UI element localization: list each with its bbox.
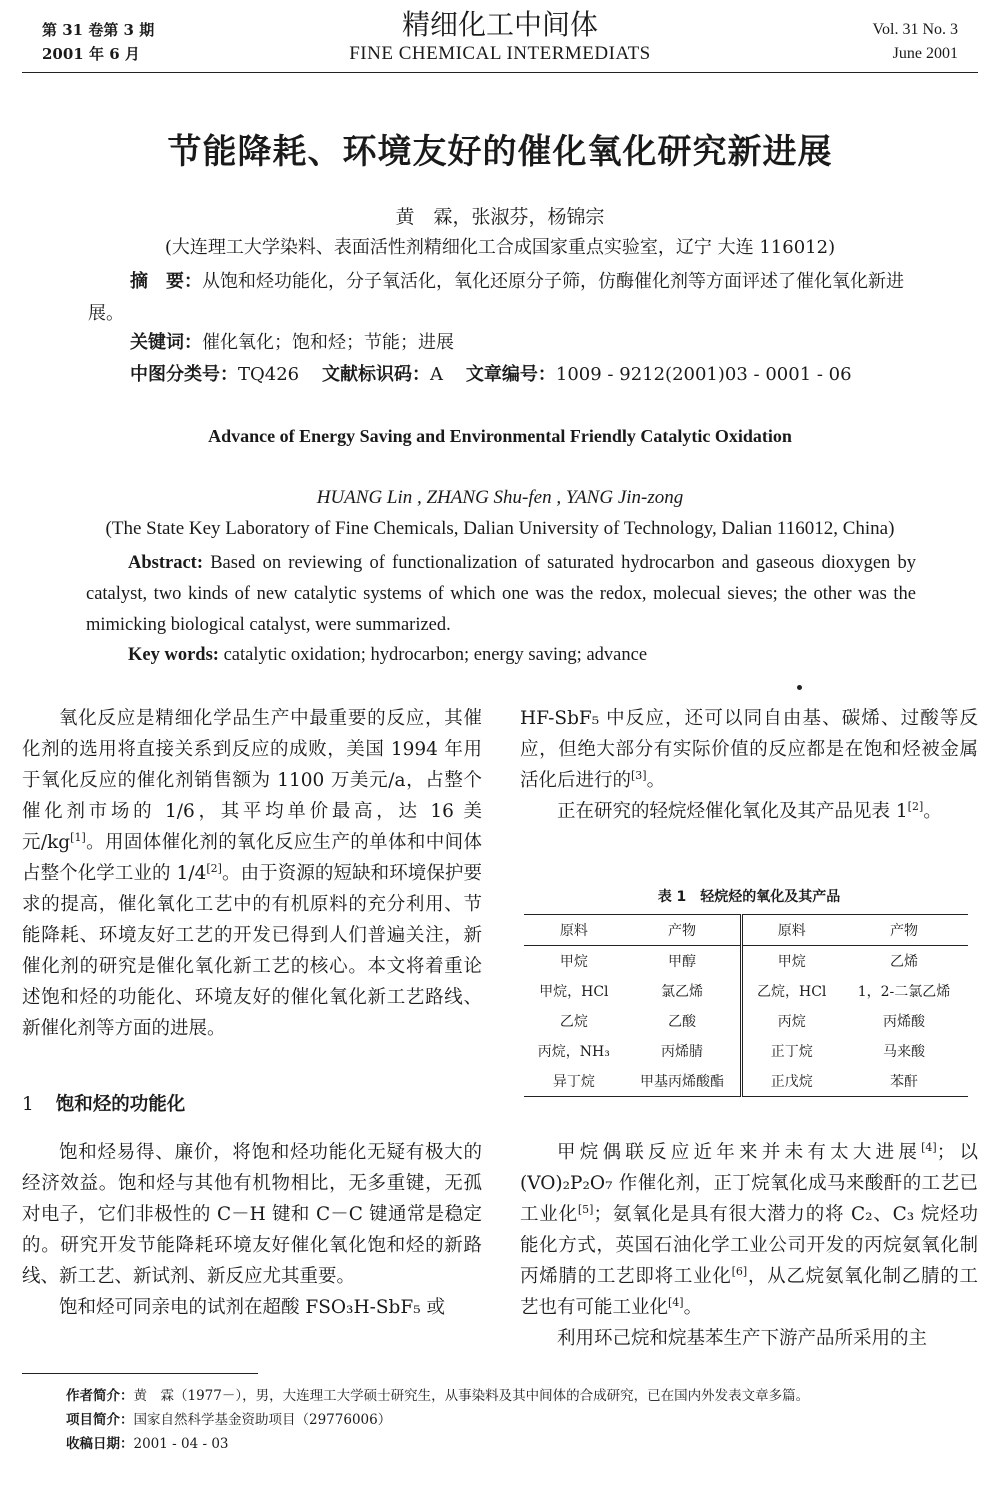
english-authors: HUANG Lin , ZHANG Shu-fen , YANG Jin-zong [316, 487, 684, 508]
citation-6[interactable]: [6] [731, 1264, 748, 1278]
intro-paragraph: 氧化反应是精细化学品生产中最重要的反应，其催化剂的选用将直接关系到反应的成败，美国 1994 年用于氧化反应的催化剂销售额为 1100 万美元/a，占整个催化剂市场的 1/6，其平均单价最高，达 16 美元/kg[1]。用固体催化剂的氧化反应生产的单体和中间体占整个化学工业的 1/4[2]。由于资源的短缺和环境保护要求的提高，催化氧化工艺中的有机原料的充分利用、节能降耗、环境友好工艺的开发已得到人们普遍关注，新催化剂的研究是催化氧化新工艺的核心。本文将着重论述饱和烃的功能化、环境友好的催化氧化新工艺路线、新催化剂等方面的进展。 [22, 708, 482, 1039]
table-row [524, 1036, 968, 1066]
english-abstract [86, 548, 916, 641]
paper-affiliation: (大连理工大学染料、表面活性剂精细化工合成国家重点实验室，辽宁 大连 116012) [164, 237, 836, 258]
english-abstract-text: Based on reviewing of functionalization of saturated hydrocarbon and gaseous dioxygen by catalyst, two kinds of new catalytic systems of which one was the redox, molecual sieves; the other was the mimicking biological catalyst, were summarized. [86, 553, 916, 635]
header-volume-issue-en: Vol. 31 No. 3 [872, 21, 958, 38]
table-cell: 丙烷 [777, 1014, 806, 1030]
table-cell: 苯酐 [840, 1066, 968, 1097]
citation-2[interactable]: [2] [206, 861, 222, 875]
table-1-title: 表 1 轻烷烃的氧化及其产品 [657, 889, 841, 905]
table-header-row [524, 915, 968, 946]
footnote-project: 项目简介：国家自然科学基金资助项目（29776006） [66, 1412, 392, 1428]
doc-code-value: A [430, 364, 444, 385]
body-right-top [520, 703, 978, 827]
header-volume-en [873, 18, 959, 66]
section1-paragraph-1: 饱和烃易得、廉价，将饱和烃功能化无疑有极大的经济效益。饱和烃与其他有机物相比，无多重键，无孤对电子，它们非极性的 C－H 键和 C－C 键通常是稳定的。研究开发节能降耗环境友好催化氧化饱和烃的新路线、新工艺、新试剂、新反应尤其重要。 [22, 1142, 482, 1287]
section-number: 1 [22, 1094, 34, 1115]
english-affiliation: (The State Key Laboratory of Fine Chemicals, Dalian University of Technology, Dalian 116012, China) [105, 518, 895, 539]
english-abstract-label: Abstract: [128, 553, 204, 573]
body-left-section1 [22, 1137, 482, 1323]
right-paragraph-2: 正在研究的轻烷烃催化氧化及其产品见表 1[2]。 [557, 799, 942, 822]
clc-label: 中图分类号： [130, 364, 238, 385]
section1-paragraph-2: 饱和烃可同亲电的试剂在超酸 FSO₃H-SbF₅ 或 [59, 1297, 446, 1318]
header-date-en: June 2001 [892, 45, 958, 62]
table-cell: 丙烷，NH₃ [537, 1044, 610, 1060]
table-row [524, 946, 968, 977]
table-cell: 正戊烷 [742, 1066, 840, 1097]
doc-code-label: 文献标识码： [322, 364, 431, 385]
english-title: Advance of Energy Saving and Environmental Friendly Catalytic Oxidation [208, 426, 792, 446]
citation-3[interactable]: [3] [631, 768, 647, 782]
header-volume-issue: 第 31 卷第 3 期 [42, 21, 155, 39]
section-heading-1 [22, 1090, 185, 1120]
right-paragraph-3: 甲烷偶联反应近年来并未有太大进展[4]；以 (VO)₂P₂O₇ 作催化剂，正丁烷氧化成马来酸酐的工艺已工业化[5]；氨氧化是具有很大潜力的将 C₂、C₃ 烷烃功能化方式，英国石油化学工业公司开发的丙烷氨氧化制丙烯腈的工艺即将工业化[6]，从乙烷氨氧化制乙腈的工艺也有可能工业化[4]。 [520, 1140, 978, 1318]
footnotes [66, 1384, 809, 1456]
table-cell: 1，2-二氯乙烯 [857, 984, 951, 1000]
footnote-received: 收稿日期：2001 - 04 - 03 [66, 1436, 229, 1452]
citation-5[interactable]: [5] [577, 1202, 594, 1216]
clc-value: TQ426 [238, 364, 300, 385]
table-row [524, 1066, 968, 1097]
table-cell: 乙烷，HCl [757, 984, 827, 1000]
english-keywords-text: catalytic oxidation; hydrocarbon; energy saving; advance [223, 645, 648, 665]
table-1 [524, 914, 968, 1097]
table-cell: 氯乙烯 [624, 976, 742, 1006]
body-right-bottom [520, 1137, 978, 1354]
table-cell: 丙烯腈 [624, 1036, 742, 1066]
english-keywords-label: Key words: [128, 645, 219, 665]
article-no-value: 1009 - 9212(2001)03 - 0001 - 06 [555, 364, 852, 385]
keywords-cn [130, 330, 454, 356]
table-header-cell: 原料 [524, 915, 624, 946]
table-header-cell: 原料 [742, 915, 840, 946]
table-cell: 正丁烷 [770, 1044, 813, 1060]
header-date-cn: 2001 年 6 月 [42, 45, 140, 63]
table-cell: 甲烷 [777, 954, 806, 970]
abstract-cn-text: 从饱和烃功能化，分子氧活化，氧化还原分子筛，仿酶催化剂等方面评述了催化氧化新进展。 [88, 271, 904, 324]
table-cell: 乙烯 [889, 954, 918, 970]
footnote-rule [22, 1373, 258, 1374]
journal-masthead [0, 8, 1000, 66]
keywords-cn-label: 关键词： [130, 332, 202, 353]
paper-authors: 黄 霖，张淑芬，杨锦宗 [395, 206, 605, 228]
table-cell: 甲烷 [559, 954, 588, 970]
print-dot-mark [797, 685, 802, 690]
table-cell: 甲醇 [624, 946, 742, 977]
table-row [524, 1006, 968, 1036]
journal-title-cn: 精细化工中间体 [401, 8, 598, 41]
table-cell: 马来酸 [882, 1044, 925, 1060]
table-header-cell: 产物 [624, 915, 742, 946]
english-keywords [128, 642, 647, 668]
keywords-cn-text: 催化氧化；饱和烃；节能；进展 [202, 332, 454, 353]
right-paragraph-4: 利用环己烷和烷基苯生产下游产品所采用的主 [557, 1328, 928, 1349]
table-row [524, 976, 968, 1006]
paper-title: 节能降耗、环境友好的催化氧化研究新进展 [167, 132, 833, 172]
citation-2b[interactable]: [2] [907, 799, 924, 813]
body-left-intro [22, 703, 482, 1044]
header-rule [22, 72, 978, 73]
right-paragraph-1: HF-SbF₅ 中反应，还可以同自由基、碳烯、过酸等反应，但绝大部分有实际价值的反应都是在饱和烃被金属活化后进行的[3]。 [520, 708, 978, 791]
table-cell: 异丁烷 [524, 1066, 624, 1097]
citation-4[interactable]: [4] [921, 1140, 937, 1154]
footnote-author: 作者简介：黄 霖（1977－），男，大连理工大学硕士研究生，从事染料及其中间体的合成研究，已在国内外发表文章多篇。 [66, 1388, 810, 1404]
abstract-cn-label: 摘 要： [130, 271, 202, 292]
table-cell: 甲基丙烯酸酯 [624, 1066, 742, 1097]
citation-4b[interactable]: [4] [668, 1295, 684, 1309]
journal-title-en: FINE CHEMICAL INTERMEDIATS [349, 43, 651, 64]
classification-line [130, 362, 852, 388]
table-cell: 甲烷，HCl [539, 984, 609, 1000]
article-no-label: 文章编号： [465, 364, 556, 385]
abstract-cn [88, 266, 918, 330]
table-cell: 丙烯酸 [882, 1014, 925, 1030]
table-cell: 乙烷 [559, 1014, 588, 1030]
citation-1[interactable]: [1] [70, 830, 86, 844]
section-title: 饱和烃的功能化 [55, 1094, 186, 1115]
table-cell: 乙酸 [624, 1006, 742, 1036]
table-header-cell: 产物 [840, 915, 968, 946]
